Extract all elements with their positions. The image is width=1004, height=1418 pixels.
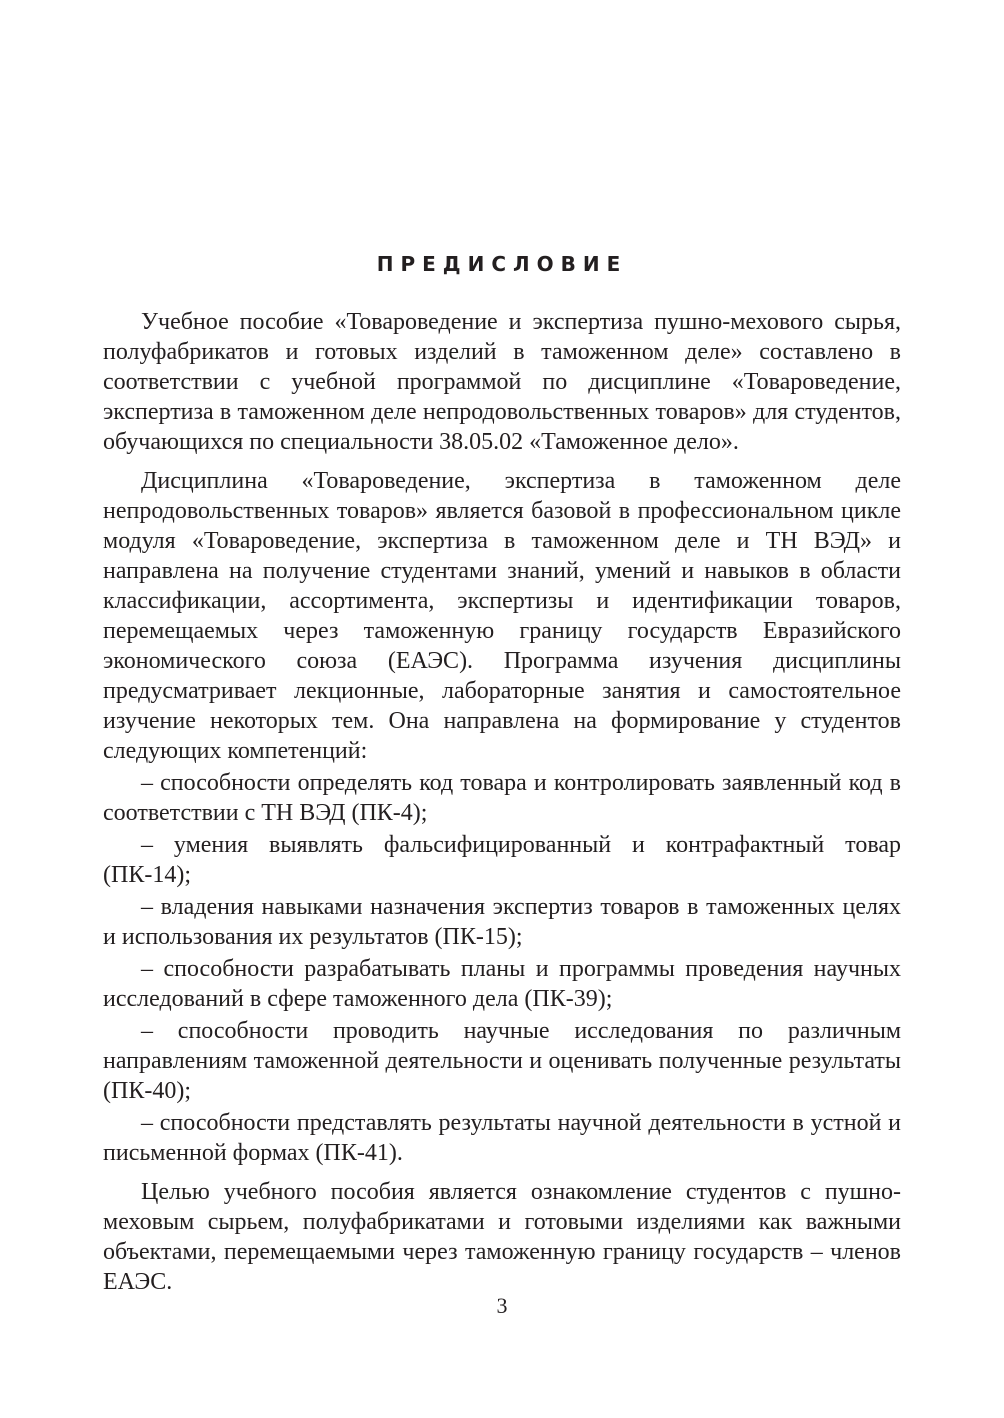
page-heading: ПРЕДИСЛОВИЕ <box>376 252 628 276</box>
competency-item: – способности представлять результаты научной деятельности в устной и письменной формах (ПК-41). <box>103 1110 901 1166</box>
discipline-paragraph: Дисциплина «Товароведение, экспертиза в таможенном деле непродовольственных товаров» является базовой в профессиональном цикле модуля «Товароведение, экспертиза в таможенном деле и ТН ВЭД» и направлена на получение студентами знаний, умений и навыков в области классификации, ассортимента, экспертизы и идентификации товаров, перемещаемых через таможенную границу государств Евразийского экономического союза (ЕАЭС). Программа изучения дисциплины предусматривает лекционные, лабораторные занятия и самостоятельное изучение некоторых тем. Она направлена на формирование у студентов следующих компетенций: <box>103 468 901 764</box>
competency-item: – способности определять код товара и контролировать заявленный код в соответствии с ТН ВЭД (ПК-4); <box>103 770 901 826</box>
competency-item: – умения выявлять фальсифицированный и контрафактный товар (ПК-14); <box>103 832 901 888</box>
page-number: 3 <box>496 1293 508 1318</box>
competency-item: – способности проводить научные исследования по различным направлениям таможенной деятельности и оценивать полученные результаты (ПК-40); <box>103 1018 901 1104</box>
intro-paragraph: Учебное пособие «Товароведение и экспертиза пушно-мехового сырья, полуфабрикатов и готовых изделий в таможенном деле» составлено в соответствии с учебной программой по дисциплине «Товароведение, экспертиза в таможенном деле непродовольственных товаров» для студентов, обучающихся по специальности 38.05.02 «Таможенное дело». <box>103 309 901 455</box>
body-text <box>103 307 901 1306</box>
goal-paragraph: Целью учебного пособия является ознакомление студентов с пушно-меховым сырьем, полуфабрикатами и готовыми изделиями как важными объектами, перемещаемыми через таможенную границу государств – членов ЕАЭС. <box>103 1179 901 1295</box>
document-page <box>103 0 901 1418</box>
competency-item: – владения навыками назначения экспертиз товаров в таможенных целях и использования их результатов (ПК-15); <box>103 894 901 950</box>
competency-item: – способности разрабатывать планы и программы проведения научных исследований в сфере таможенного дела (ПК-39); <box>103 956 901 1012</box>
